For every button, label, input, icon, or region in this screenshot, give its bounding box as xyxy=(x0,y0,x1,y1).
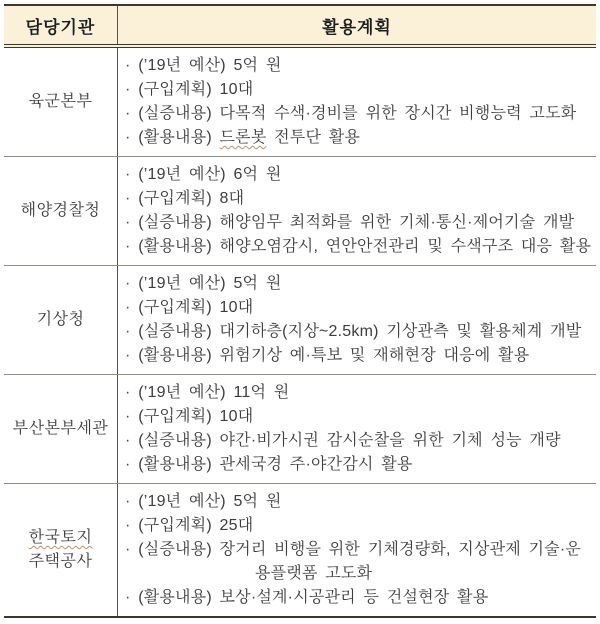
plan-text: (’19년 예산) 5억 원 xyxy=(138,275,282,292)
agency-cell xyxy=(4,157,118,265)
plan-line xyxy=(125,102,592,126)
agency-name: 주택공사 xyxy=(28,553,93,570)
plan-line xyxy=(125,453,592,477)
plan-line xyxy=(125,187,592,211)
bullet-marker: · xyxy=(125,432,139,449)
bullet-marker: · xyxy=(125,81,139,98)
table-row xyxy=(4,266,596,375)
plan-line xyxy=(125,562,592,586)
bullet-marker: · xyxy=(125,129,139,146)
bullet-marker: · xyxy=(125,323,139,340)
plan-line xyxy=(125,429,592,453)
plan-text: (활용내용) 보상·설계·시공관리 등 건설현장 활용 xyxy=(138,589,489,606)
table-row xyxy=(4,484,596,616)
bullet-marker: · xyxy=(125,57,139,74)
plan-cell xyxy=(118,48,596,156)
plan-text: (구입계획) 25대 xyxy=(138,517,254,534)
bullet-marker: · xyxy=(125,408,139,425)
plan-line xyxy=(125,54,592,78)
bullet-marker: · xyxy=(125,541,139,558)
column-header-agency: 담당기관 xyxy=(4,6,118,44)
plan-line xyxy=(125,320,592,344)
bullet-marker: · xyxy=(125,275,139,292)
table-body xyxy=(4,48,596,616)
plan-text: 용플랫폼 고도화 xyxy=(255,565,373,582)
plan-text: (구입계획) 10대 xyxy=(138,299,254,316)
plan-text: (실증내용) 해양임무 최적화를 위한 기체·통신·제어기술 개발 xyxy=(138,214,575,231)
bullet-marker: · xyxy=(125,190,139,207)
plan-line xyxy=(125,126,592,150)
agency-cell xyxy=(4,266,118,374)
plan-cell xyxy=(118,157,596,265)
bullet-marker: · xyxy=(125,456,139,473)
plan-line xyxy=(125,381,592,405)
agency-cell xyxy=(4,484,118,616)
bullet-marker: · xyxy=(125,214,139,231)
plan-text: (실증내용) 대기하층(지상~2.5km) 기상관측 및 활용체계 개발 xyxy=(138,323,582,340)
plan-text: (구입계획) 8대 xyxy=(138,190,245,207)
bullet-marker: · xyxy=(125,517,139,534)
plan-line xyxy=(125,514,592,538)
agency-cell xyxy=(4,48,118,156)
plan-cell xyxy=(118,266,596,374)
plan-text: (활용내용) 위험기상 예·특보 및 재해현장 대응에 활용 xyxy=(138,347,530,364)
bullet-marker: · xyxy=(125,347,139,364)
bullet-marker: · xyxy=(125,238,139,255)
plan-text: (활용내용) xyxy=(138,129,220,146)
utilization-plan-table xyxy=(4,4,596,618)
bullet-marker: · xyxy=(125,299,139,316)
plan-line xyxy=(125,235,592,259)
plan-line xyxy=(125,490,592,514)
agency-name: 기상청 xyxy=(36,311,85,328)
plan-text: (’19년 예산) 5억 원 xyxy=(138,493,282,510)
plan-line xyxy=(125,272,592,296)
bullet-marker: · xyxy=(125,384,139,401)
plan-text: (’19년 예산) 6억 원 xyxy=(138,166,282,183)
bullet-marker: · xyxy=(125,493,139,510)
plan-line xyxy=(125,586,592,610)
plan-cell xyxy=(118,484,596,616)
plan-line xyxy=(125,78,592,102)
bullet-marker: · xyxy=(125,589,139,606)
plan-text: (구입계획) 10대 xyxy=(138,408,254,425)
table-row xyxy=(4,375,596,484)
plan-text: 전투단 활용 xyxy=(266,129,361,146)
plan-text: (활용내용) 관세국경 주·야간감시 활용 xyxy=(138,456,413,473)
plan-text: (’19년 예산) 5억 원 xyxy=(138,57,282,74)
plan-cell xyxy=(118,375,596,483)
agency-cell xyxy=(4,375,118,483)
plan-text: (실증내용) 장거리 비행을 위한 기체경량화, 지상관제 기술·운 xyxy=(138,541,582,558)
column-header-plan: 활용계획 xyxy=(322,18,392,37)
plan-text: (실증내용) 야간·비가시권 감시순찰을 위한 기체 성능 개량 xyxy=(138,432,561,449)
agency-name: 한국토지 xyxy=(28,529,93,546)
table-row xyxy=(4,48,596,157)
agency-name: 육군본부 xyxy=(28,93,93,110)
table-header-row xyxy=(4,6,596,48)
plan-text: 드론봇 xyxy=(219,129,267,146)
plan-line xyxy=(125,163,592,187)
bullet-marker: · xyxy=(125,105,139,122)
plan-line xyxy=(125,405,592,429)
bullet-marker: · xyxy=(125,166,139,183)
plan-line xyxy=(125,344,592,368)
plan-text: (실증내용) 다목적 수색·경비를 위한 장시간 비행능력 고도화 xyxy=(138,105,577,122)
agency-name: 해양경찰청 xyxy=(20,202,101,219)
plan-text: (구입계획) 10대 xyxy=(138,81,254,98)
plan-text: (’19년 예산) 11억 원 xyxy=(138,384,290,401)
plan-text: (활용내용) 해양오염감시, 연안안전관리 및 수색구조 대응 활용 xyxy=(138,238,592,255)
plan-line xyxy=(125,211,592,235)
plan-line xyxy=(125,296,592,320)
plan-line xyxy=(125,538,592,562)
table-row xyxy=(4,157,596,266)
agency-name: 부산본부세관 xyxy=(12,420,109,437)
